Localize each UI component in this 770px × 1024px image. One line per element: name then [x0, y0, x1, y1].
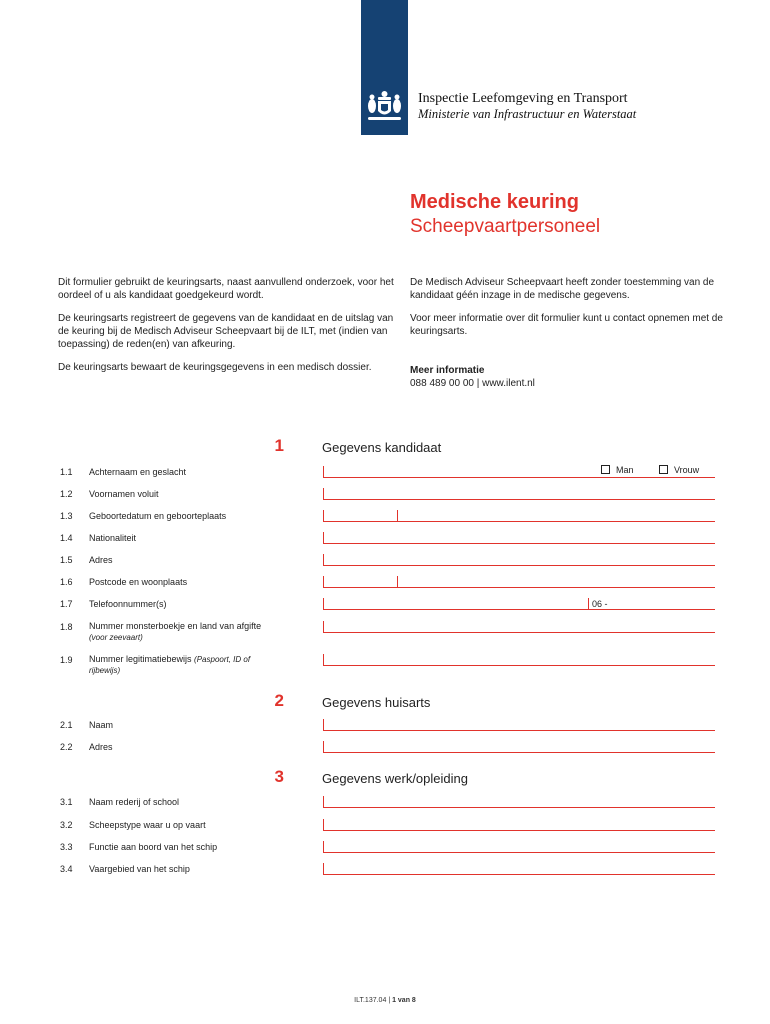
more-info-contact: 088 489 00 00 | www.ilent.nl [410, 378, 535, 389]
row-number: 1.9 [60, 655, 73, 665]
field-start-mark [323, 488, 324, 499]
row-label: Adres [89, 555, 113, 565]
field-rederij[interactable] [323, 807, 715, 808]
intro-paragraph: De Medisch Adviseur Scheepvaart heeft zonder toestemming van de kandidaat géén inzage in de medische gegevens. [410, 277, 715, 301]
section-title: Gegevens werk/opleiding [322, 771, 468, 786]
intro-left [58, 276, 398, 384]
row-number: 3.2 [60, 820, 73, 830]
row-label: Functie aan boord van het schip [89, 842, 218, 852]
row-label: Naam rederij of school [89, 797, 180, 807]
field-voornamen[interactable] [323, 499, 715, 500]
field-vaargebied[interactable] [323, 874, 715, 875]
field-nationaliteit[interactable] [323, 543, 715, 544]
section-number: 2 [274, 691, 284, 710]
row-label-text: Nummer legitimatiebewijs [89, 654, 192, 664]
field-start-mark [323, 510, 324, 521]
intro-paragraph: De keuringsarts bewaart de keuringsgegevens in een medisch dossier. [58, 362, 372, 373]
field-start-mark [323, 841, 324, 852]
field-start-mark [323, 554, 324, 565]
field-start-mark [323, 863, 324, 874]
option-label: Vrouw [674, 465, 700, 475]
field-separator-mark [397, 576, 398, 587]
mobile-prefix: 06 - [592, 599, 608, 609]
coat-of-arms-icon [364, 86, 405, 126]
intro-paragraph: De keuringsarts registreert de gegevens van de kandidaat en de uitslag van de keuring bij de Medisch Adviseur Scheepvaart bij de ILT, met (indien van toepassing) de reden(en) van afkeuring. [58, 313, 394, 350]
row-number: 1.5 [60, 555, 73, 565]
row-label-note: (Paspoort, ID of rijbewijs) [89, 655, 251, 675]
gender-option-man[interactable] [601, 465, 634, 475]
field-postcode[interactable] [323, 587, 715, 588]
row-number: 3.3 [60, 842, 73, 852]
form-title: Medische keuring [410, 191, 579, 213]
form-subtitle: Scheepvaartpersoneel [410, 216, 601, 237]
intro-right [410, 276, 740, 390]
row-label: Naam [89, 720, 114, 730]
row-number: 3.4 [60, 864, 73, 874]
option-label: Man [616, 465, 634, 475]
field-telefoon[interactable] [323, 609, 715, 610]
row-number: 1.1 [60, 467, 73, 477]
field-adres[interactable] [323, 565, 715, 566]
row-label: Achternaam en geslacht [89, 467, 187, 477]
field-huisarts-naam[interactable] [323, 730, 715, 731]
organisation-name [418, 91, 636, 122]
section-number: 3 [274, 767, 284, 786]
more-info-title: Meer informatie [410, 365, 485, 376]
section-title: Gegevens huisarts [322, 695, 431, 710]
org-line-1: Inspectie Leefomgeving en Transport [418, 91, 628, 106]
intro-paragraph: Voor meer informatie over dit formulier kunt u contact opnemen met de keuringsarts. [410, 313, 723, 337]
field-start-mark [323, 654, 324, 665]
field-start-mark [323, 576, 324, 587]
field-start-mark [323, 598, 324, 609]
field-monsterboekje[interactable] [323, 632, 715, 633]
row-label-text: Nummer monsterboekje en land van afgifte [89, 621, 262, 631]
field-functie[interactable] [323, 852, 715, 853]
gender-option-vrouw[interactable] [659, 465, 699, 475]
field-start-mark [323, 796, 324, 807]
intro-paragraph: Dit formulier gebruikt de keuringsarts, naast aanvullend onderzoek, voor het oordeel of u als kandidaat goedgekeurd wordt. [58, 277, 394, 301]
row-number: 1.3 [60, 511, 73, 521]
checkbox-icon [601, 465, 610, 474]
checkbox-icon [659, 465, 668, 474]
field-start-mark [323, 532, 324, 543]
form-code: ILT.137.04 [354, 997, 387, 1004]
section-number: 1 [274, 436, 284, 455]
field-geboortedatum[interactable] [323, 521, 715, 522]
field-separator-mark [588, 598, 589, 609]
row-label: Adres [89, 742, 113, 752]
row-label: Nationaliteit [89, 533, 137, 543]
page-footer [0, 997, 770, 1004]
row-number: 1.4 [60, 533, 73, 543]
row-number: 1.7 [60, 599, 73, 609]
footer-separator: | [388, 997, 393, 1004]
row-number: 2.1 [60, 720, 73, 730]
field-legitimatie[interactable] [323, 665, 715, 666]
field-separator-mark [397, 510, 398, 521]
field-start-mark [323, 741, 324, 752]
page-indicator: 1 van 8 [392, 997, 416, 1004]
row-number: 1.8 [60, 622, 73, 632]
row-label: Geboortedatum en geboorteplaats [89, 511, 227, 521]
field-start-mark [323, 819, 324, 830]
row-number: 1.2 [60, 489, 73, 499]
field-huisarts-adres[interactable] [323, 752, 715, 753]
row-label: Telefoonnummer(s) [89, 599, 167, 609]
row-label: Scheepstype waar u op vaart [89, 820, 206, 830]
row-number: 1.6 [60, 577, 73, 587]
row-number: 3.1 [60, 797, 73, 807]
row-label: Vaargebied van het schip [89, 864, 190, 874]
field-scheepstype[interactable] [323, 830, 715, 831]
org-line-2: Ministerie van Infrastructuur en Waterstaat [418, 107, 637, 121]
field-start-mark [323, 466, 324, 477]
row-label [89, 621, 289, 643]
row-label [89, 654, 279, 676]
field-start-mark [323, 621, 324, 632]
rijksoverheid-logo-bar [361, 0, 408, 135]
row-label: Postcode en woonplaats [89, 577, 188, 587]
row-label-note: (voor zeevaart) [89, 633, 143, 642]
field-start-mark [323, 719, 324, 730]
row-number: 2.2 [60, 742, 73, 752]
row-label: Voornamen voluit [89, 489, 159, 499]
section-title: Gegevens kandidaat [322, 440, 442, 455]
field-achternaam[interactable] [323, 477, 715, 478]
